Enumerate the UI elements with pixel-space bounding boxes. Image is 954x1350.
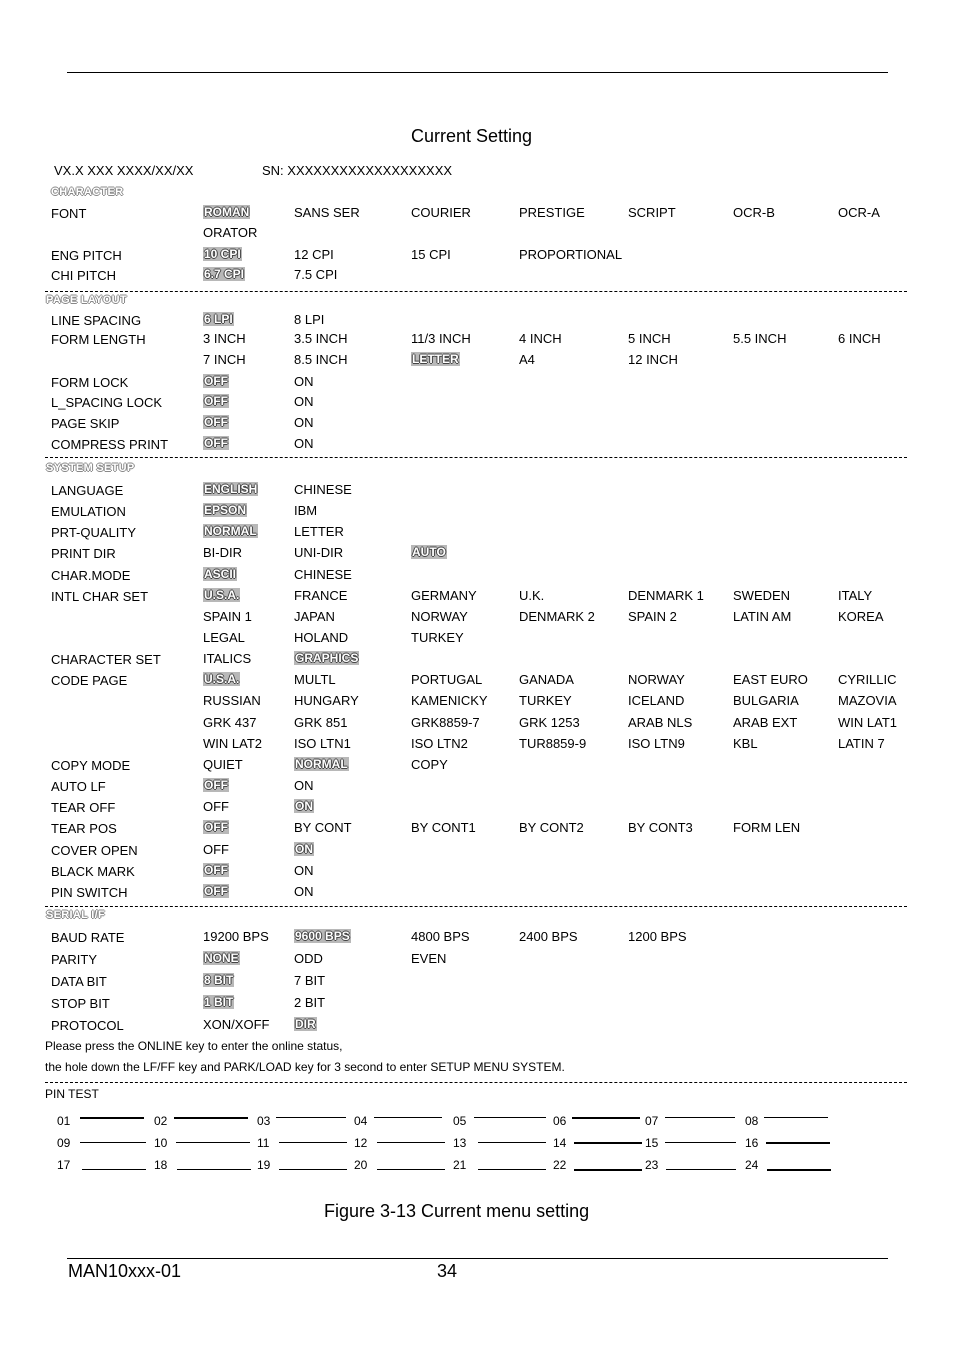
setting-value: XON/XOFF	[203, 1017, 270, 1032]
setting-label: DATA BIT	[51, 974, 107, 989]
setting-label: PROTOCOL	[51, 1018, 124, 1033]
setting-value: TUR8859-9	[519, 736, 587, 751]
setting-value: PRESTIGE	[519, 205, 585, 220]
setting-value: WIN LAT1	[838, 715, 897, 730]
footer-page-number: 34	[437, 1261, 458, 1281]
setting-label: STOP BIT	[51, 996, 110, 1011]
setting-value: KAMENICKY	[411, 693, 488, 708]
setting-value: ON	[294, 415, 314, 430]
pin-test-line	[478, 1169, 546, 1170]
setting-value-selected: 6.7 CPI	[204, 267, 245, 281]
setting-value: HOLAND	[294, 630, 349, 645]
setting-label: ENG PITCH	[51, 248, 122, 263]
setting-value: COURIER	[411, 205, 471, 220]
pin-number: 23	[645, 1158, 659, 1172]
setting-label: PIN SWITCH	[51, 885, 128, 900]
setting-value: EAST EURO	[733, 672, 808, 687]
setting-value: 12 INCH	[628, 352, 678, 367]
section-page-layout: PAGE LAYOUT	[46, 294, 127, 306]
setting-value: 2 BIT	[294, 995, 326, 1010]
setting-label: COPY MODE	[51, 758, 131, 773]
pin-number: 22	[553, 1158, 567, 1172]
setting-label: COVER OPEN	[51, 843, 138, 858]
setting-value: BY CONT	[294, 820, 352, 835]
setting-value: CHINESE	[294, 567, 352, 582]
footer-rule	[67, 1258, 888, 1259]
setting-value-selected: NORMAL	[295, 757, 348, 771]
setting-value: ARAB EXT	[733, 715, 798, 730]
setting-value: BI-DIR	[203, 545, 242, 560]
pin-number: 04	[354, 1114, 368, 1128]
figure-caption: Figure 3-13 Current menu setting	[324, 1201, 590, 1221]
setting-value-selected: 1 BIT	[204, 995, 234, 1009]
setting-value-selected: EPSON	[204, 503, 247, 517]
setting-value-selected: OFF	[204, 415, 228, 429]
page-title: Current Setting	[411, 126, 533, 146]
section-character: CHARACTER	[51, 186, 124, 198]
setting-value: KOREA	[838, 609, 884, 624]
setting-value-selected: OFF	[204, 394, 228, 408]
setting-value: GRK 851	[294, 715, 348, 730]
pin-number: 05	[453, 1114, 467, 1128]
setting-value: 3 INCH	[203, 331, 246, 346]
setting-value-selected: U.S.A.	[204, 672, 240, 686]
pin-number: 18	[154, 1158, 168, 1172]
pin-number: 08	[745, 1114, 759, 1128]
setting-value: 7 INCH	[203, 352, 246, 367]
setting-label: BLACK MARK	[51, 864, 135, 879]
pin-test-line	[80, 1117, 144, 1119]
section-serial-if: SERIAL I/F	[46, 909, 106, 921]
setting-value: U.K.	[519, 588, 545, 603]
setting-label: TEAR OFF	[51, 800, 116, 815]
setting-label: PRINT DIR	[51, 546, 116, 561]
setting-value: LATIN 7	[838, 736, 885, 751]
pin-test-line	[377, 1142, 445, 1143]
pin-test-line	[478, 1142, 546, 1143]
setting-value: QUIET	[203, 757, 243, 772]
setting-label: CHI PITCH	[51, 268, 116, 283]
setting-label: COMPRESS PRINT	[51, 437, 169, 452]
setting-value-selected: OFF	[204, 374, 228, 388]
setting-value: ON	[294, 394, 314, 409]
version-line: VX.X XXX XXXX/XX/XX	[54, 163, 194, 178]
setting-value: 4800 BPS	[411, 929, 470, 944]
setting-value: TURKEY	[519, 693, 572, 708]
pin-test-line	[279, 1142, 347, 1143]
pin-number: 24	[745, 1158, 759, 1172]
setting-value: BY CONT1	[411, 820, 476, 835]
setting-value: BULGARIA	[733, 693, 799, 708]
pin-number: 10	[154, 1136, 168, 1150]
setting-value: LETTER	[294, 524, 344, 539]
pin-number: 11	[257, 1136, 270, 1150]
setting-value-selected: 8 BIT	[204, 973, 234, 987]
setting-value-selected: NONE	[204, 951, 239, 965]
pin-test-label: PIN TEST	[45, 1087, 99, 1101]
setting-value: COPY	[411, 757, 448, 772]
setting-value: 11/3 INCH	[411, 331, 471, 346]
pin-number: 20	[354, 1158, 368, 1172]
setting-value: GRK8859-7	[411, 715, 480, 730]
top-rule	[67, 72, 888, 73]
setting-value: 5.5 INCH	[733, 331, 787, 346]
setting-value: ON	[294, 436, 314, 451]
setting-label: PAGE SKIP	[51, 416, 120, 431]
note-line-2: the hole down the LF/FF key and PARK/LOAD key for 3 second to enter SETUP MENU SYSTEM.	[45, 1060, 565, 1074]
setting-value: SPAIN 1	[203, 609, 252, 624]
setting-value: SWEDEN	[733, 588, 791, 603]
pin-number: 07	[645, 1114, 659, 1128]
setting-value: OFF	[203, 799, 229, 814]
setting-value-selected: OFF	[204, 820, 228, 834]
setting-value: ON	[294, 884, 314, 899]
setting-value-selected: ON	[295, 799, 313, 813]
setting-value: 7.5 CPI	[294, 267, 338, 282]
setting-value-selected: OFF	[204, 778, 228, 792]
pin-number: 14	[553, 1136, 567, 1150]
divider	[45, 291, 907, 292]
setting-value: ISO LTN1	[294, 736, 351, 751]
pin-test-line	[377, 1169, 445, 1170]
setting-value: ON	[294, 778, 314, 793]
pin-number: 13	[453, 1136, 467, 1150]
setting-value: CHINESE	[294, 482, 352, 497]
setting-value-selected: NORMAL	[204, 524, 257, 538]
setting-value: JAPAN	[294, 609, 335, 624]
setting-value: DENMARK 2	[519, 609, 595, 624]
setting-label: PRT-QUALITY	[51, 525, 137, 540]
setting-value: SANS SER	[294, 205, 360, 220]
setting-value: MAZOVIA	[838, 693, 897, 708]
pin-number: 12	[354, 1136, 368, 1150]
pin-number: 17	[57, 1158, 71, 1172]
pin-number: 15	[645, 1136, 659, 1150]
note-line-1: Please press the ONLINE key to enter the online status,	[45, 1039, 343, 1053]
setting-value: 3.5 INCH	[294, 331, 348, 346]
setting-value: 5 INCH	[628, 331, 671, 346]
setting-value: LEGAL	[203, 630, 245, 645]
setting-value: HUNGARY	[294, 693, 359, 708]
setting-value: ODD	[294, 951, 323, 966]
footer-doc-id: MAN10xxx-01	[68, 1261, 182, 1281]
pin-test-line	[764, 1117, 828, 1118]
pin-test-line	[82, 1169, 146, 1170]
setting-value: GRK 1253	[519, 715, 580, 730]
setting-value-selected: DIR	[295, 1017, 316, 1031]
pin-test-line	[474, 1117, 546, 1118]
setting-value: ICELAND	[628, 693, 685, 708]
setting-value: ARAB NLS	[628, 715, 693, 730]
setting-label: EMULATION	[51, 504, 126, 519]
setting-value: MULTL	[294, 672, 336, 687]
pin-test-line	[80, 1142, 146, 1143]
setting-label: FORM LOCK	[51, 375, 129, 390]
pin-test-line	[174, 1117, 248, 1119]
setting-value: 12 CPI	[294, 247, 334, 262]
setting-value-selected: AUTO	[412, 545, 446, 559]
setting-value: ORATOR	[203, 225, 258, 240]
setting-value: A4	[519, 352, 535, 367]
setting-value: OFF	[203, 842, 229, 857]
pin-test-line	[665, 1142, 736, 1143]
setting-value: GRK 437	[203, 715, 257, 730]
setting-value: EVEN	[411, 951, 447, 966]
setting-value: ON	[294, 863, 314, 878]
setting-value-selected: ENGLISH	[204, 482, 258, 496]
pin-test-line	[374, 1117, 442, 1118]
setting-value: 1200 BPS	[628, 929, 687, 944]
pin-test-line	[572, 1117, 640, 1119]
setting-value-selected: ASCII	[204, 567, 237, 581]
setting-value: GANADA	[519, 672, 574, 687]
setting-value-selected: U.S.A.	[204, 588, 240, 602]
setting-value: 15 CPI	[411, 247, 451, 262]
setting-label: CODE PAGE	[51, 673, 128, 688]
setting-label: BAUD RATE	[51, 930, 125, 945]
pin-number: 16	[745, 1136, 759, 1150]
setting-value: NORWAY	[628, 672, 685, 687]
setting-value: LATIN AM	[733, 609, 792, 624]
setting-label: CHAR.MODE	[51, 568, 131, 583]
setting-label: PARITY	[51, 952, 97, 967]
pin-test-line	[177, 1169, 251, 1170]
setting-value: DENMARK 1	[628, 588, 704, 603]
pin-number: 02	[154, 1114, 168, 1128]
setting-value: OCR-A	[838, 205, 880, 220]
setting-value: GERMANY	[411, 588, 477, 603]
setting-value: PROPORTIONAL	[519, 247, 623, 262]
setting-value: PORTUGAL	[411, 672, 483, 687]
setting-value: SCRIPT	[628, 205, 676, 220]
setting-value: OCR-B	[733, 205, 775, 220]
setting-label: LANGUAGE	[51, 483, 124, 498]
setting-value: 19200 BPS	[203, 929, 269, 944]
setting-value-selected: OFF	[204, 863, 228, 877]
setting-value-selected: 6 LPI	[204, 312, 233, 326]
setting-value-selected: OFF	[204, 436, 228, 450]
pin-test-line	[767, 1169, 831, 1171]
pin-test-line	[574, 1169, 642, 1171]
pin-number: 09	[57, 1136, 71, 1150]
setting-value: 2400 BPS	[519, 929, 578, 944]
setting-value: ISO LTN2	[411, 736, 468, 751]
pin-number: 21	[453, 1158, 467, 1172]
divider	[45, 457, 907, 458]
setting-label: AUTO LF	[51, 779, 106, 794]
setting-value-selected: OFF	[204, 884, 228, 898]
pin-number: 03	[257, 1114, 271, 1128]
setting-value: ON	[294, 374, 314, 389]
pin-test-line	[766, 1142, 830, 1144]
pin-number: 19	[257, 1158, 271, 1172]
divider	[45, 906, 907, 907]
setting-value: FORM LEN	[733, 820, 801, 835]
section-system-setup: SYSTEM SETUP	[46, 462, 135, 474]
setting-value: NORWAY	[411, 609, 468, 624]
setting-value-selected: ON	[295, 842, 313, 856]
setting-value: KBL	[733, 736, 758, 751]
setting-value: SPAIN 2	[628, 609, 677, 624]
pin-test-line	[666, 1169, 736, 1170]
setting-value: TURKEY	[411, 630, 464, 645]
pin-test-line	[665, 1117, 735, 1118]
setting-value: BY CONT2	[519, 820, 584, 835]
setting-value: 7 BIT	[294, 973, 326, 988]
setting-value: FRANCE	[294, 588, 348, 603]
setting-value: BY CONT3	[628, 820, 693, 835]
divider	[45, 1082, 907, 1083]
setting-value-selected: 10 CPI	[204, 247, 241, 261]
setting-value: 8.5 INCH	[294, 352, 348, 367]
setting-value: IBM	[294, 503, 318, 518]
setting-value: ITALY	[838, 588, 873, 603]
setting-label: INTL CHAR SET	[51, 589, 149, 604]
setting-label: FORM LENGTH	[51, 332, 146, 347]
pin-test-line	[279, 1169, 347, 1170]
setting-label: L_SPACING LOCK	[51, 395, 163, 410]
setting-value-selected: LETTER	[412, 352, 459, 366]
setting-value: ISO LTN9	[628, 736, 685, 751]
pin-test-line	[574, 1142, 642, 1144]
setting-value: 6 INCH	[838, 331, 881, 346]
setting-label: FONT	[51, 206, 87, 221]
setting-value: RUSSIAN	[203, 693, 261, 708]
setting-value: UNI-DIR	[294, 545, 344, 560]
pin-test-line	[176, 1142, 250, 1143]
setting-value: 4 INCH	[519, 331, 562, 346]
setting-label: CHARACTER SET	[51, 652, 161, 667]
serial-line: SN: XXXXXXXXXXXXXXXXXXX	[262, 163, 453, 178]
pin-number: 01	[57, 1114, 71, 1128]
setting-value: WIN LAT2	[203, 736, 262, 751]
setting-value-selected: GRAPHICS	[295, 651, 359, 665]
setting-label: LINE SPACING	[51, 313, 142, 328]
pin-test-line	[276, 1117, 346, 1118]
pin-number: 06	[553, 1114, 567, 1128]
setting-value: ITALICS	[203, 651, 252, 666]
setting-value: CYRILLIC	[838, 672, 897, 687]
setting-label: TEAR POS	[51, 821, 117, 836]
setting-value: 8 LPI	[294, 312, 325, 327]
setting-value-selected: 9600 BPS	[295, 929, 350, 943]
setting-value-selected: ROMAN	[204, 205, 250, 219]
